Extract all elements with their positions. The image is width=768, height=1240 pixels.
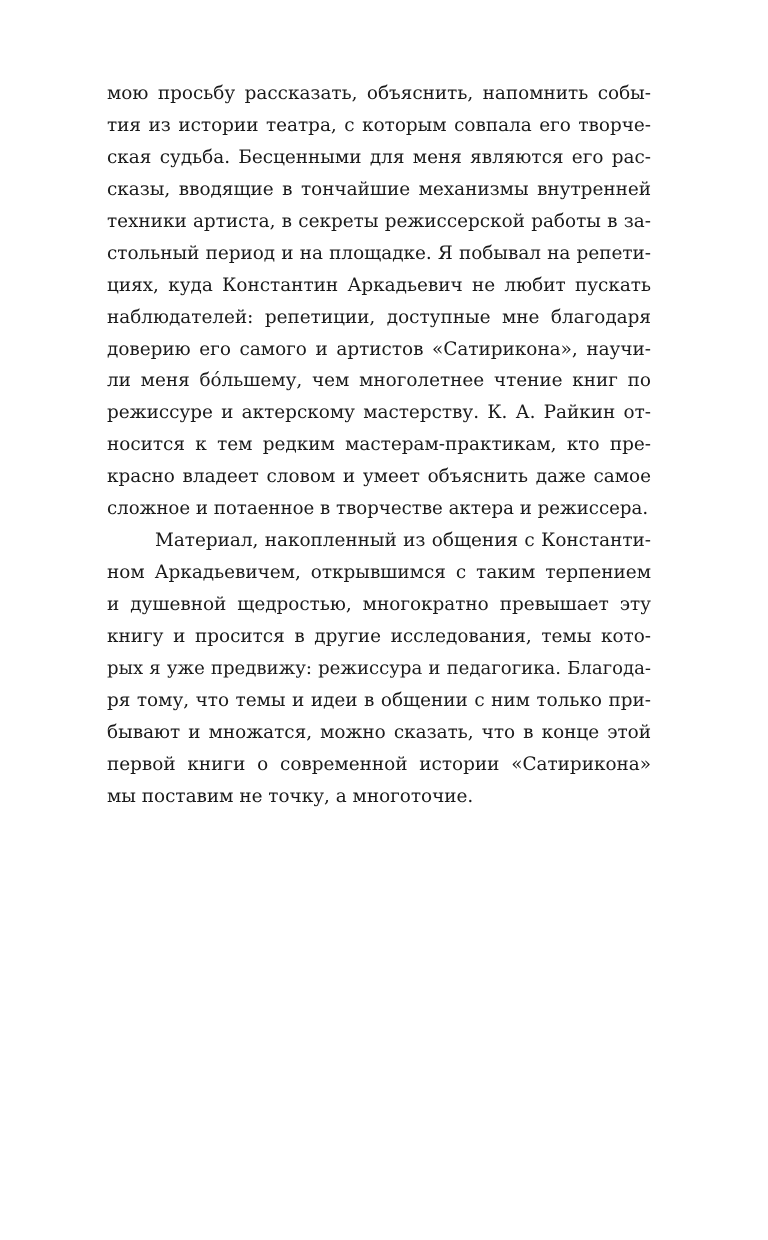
text-line: мы поставим не точку, а многоточие. [107, 785, 474, 807]
text-line: носится к тем редким мастерам-практикам, кто пре- [107, 434, 651, 456]
text-line: мою просьбу рассказать, объяснить, напомнить собы- [107, 83, 651, 104]
text-line: ном Аркадьевичем, открывшимся с таким терпением [107, 562, 651, 584]
body-text [107, 78, 651, 813]
text-line: сложное и потаенное в творчестве актера и режиссера. [107, 498, 649, 520]
text-line: наблюдателей: репетиции, доступные мне благодаря [107, 306, 651, 328]
text-line: техники артиста, в секреты режиссерской работы в за- [107, 210, 651, 232]
text-line: первой книги о современной истории «Сатирикона» [107, 753, 651, 775]
text-line: доверию его самого и артистов «Сатирикона», научи- [107, 338, 651, 360]
text-line: и душевной щедростью, многократно превышает эту [107, 594, 651, 615]
text-line: рых я уже предвижу: режиссура и педагогика. Благода- [107, 657, 651, 679]
paragraph-1 [107, 78, 651, 525]
text-line: циях, куда Константин Аркадьевич не любит пускать [107, 274, 651, 296]
text-line: тия из истории театра, с которым совпала его творче- [107, 114, 651, 136]
text-line: красно владеет словом и умеет объяснить даже самое [107, 466, 651, 488]
text-line: Материал, накопленный из общения с Константи- [155, 530, 651, 552]
text-line: ли меня бóльшему, чем многолетнее чтение книг по [107, 370, 651, 392]
text-line: стольный период и на площадке. Я побывал на репети- [107, 242, 651, 264]
text-line: сказы, вводящие в тончайшие механизмы внутренней [107, 178, 651, 200]
text-line: ря тому, что темы и идеи в общении с ним только при- [107, 689, 651, 711]
text-line: бывают и множатся, можно сказать, что в конце этой [107, 721, 651, 743]
text-line: книгу и просится в другие исследования, темы кото- [107, 625, 651, 647]
text-line: ская судьба. Бесценными для меня являются его рас- [107, 146, 651, 168]
text-line: режиссуре и актерскому мастерству. К. А. Райкин от- [107, 402, 651, 424]
paragraph-2 [107, 525, 651, 812]
